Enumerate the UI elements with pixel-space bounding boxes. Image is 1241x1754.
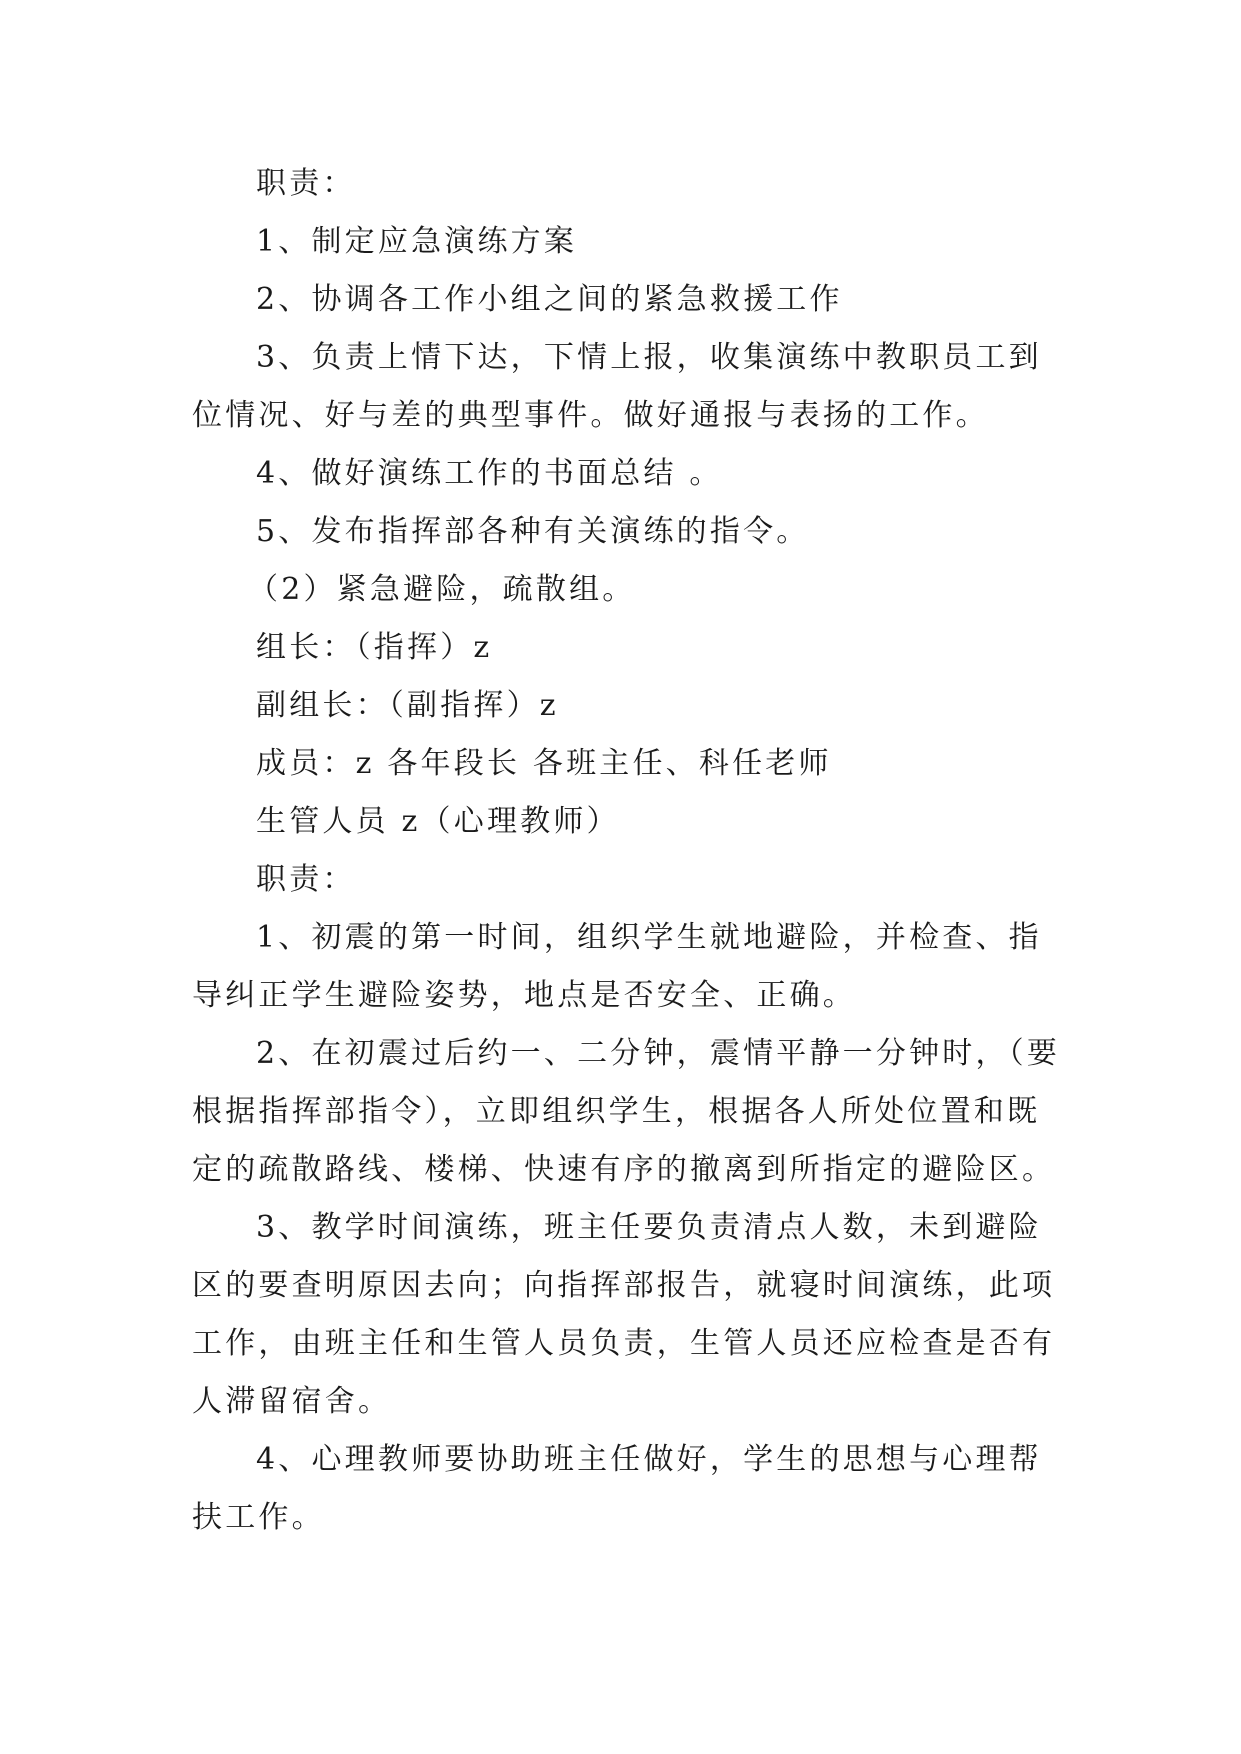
- document-body: [192, 155, 1062, 1547]
- paragraph-item-2: 2、协调各工作小组之间的紧急救援工作: [256, 282, 843, 317]
- paragraph-item-5: 5、发布指挥部各种有关演练的指令。: [256, 514, 810, 549]
- paragraph-section-2-heading: （2）紧急避险，疏散组。: [248, 572, 636, 607]
- paragraph-deputy-leader: 副组长：（副指挥）z: [256, 688, 559, 723]
- paragraph-duties-heading-1: 职责：: [256, 166, 356, 201]
- paragraph-group-leader: 组长：（指挥）z: [256, 630, 493, 665]
- paragraph-duty-1: 1、初震的第一时间，组织学生就地避险，并检查、指导纠正学生避险姿势，地点是否安全、正确。: [192, 920, 1042, 1013]
- paragraph-item-3: 3、负责上情下达，下情上报，收集演练中教职员工到位情况、好与差的典型事件。做好通报与表扬的工作。: [192, 340, 1042, 433]
- paragraph-duty-4: 4、心理教师要协助班主任做好，学生的思想与心理帮扶工作。: [192, 1442, 1042, 1535]
- paragraph-duties-heading-2: 职责：: [256, 862, 356, 897]
- paragraph-duty-3: 3、教学时间演练，班主任要负责清点人数，未到避险区的要查明原因去向；向指挥部报告，就寝时间演练，此项工作，由班主任和生管人员负责，生管人员还应检查是否有人滞留宿舍。: [192, 1210, 1056, 1419]
- paragraph-dorm-staff: 生管人员 z（心理教师）: [256, 804, 620, 839]
- paragraph-item-4: 4、做好演练工作的书面总结 。: [256, 456, 723, 491]
- paragraph-duty-2: 2、在初震过后约一、二分钟，震情平静一分钟时，（要根据指挥部指令），立即组织学生，根据各人所处位置和既定的疏散路线、楼梯、快速有序的撤离到所指定的避险区。: [192, 1036, 1061, 1187]
- paragraph-item-1: 1、制定应急演练方案: [256, 224, 578, 259]
- paragraph-members: 成员：z 各年段长 各班主任、科任老师: [256, 746, 832, 781]
